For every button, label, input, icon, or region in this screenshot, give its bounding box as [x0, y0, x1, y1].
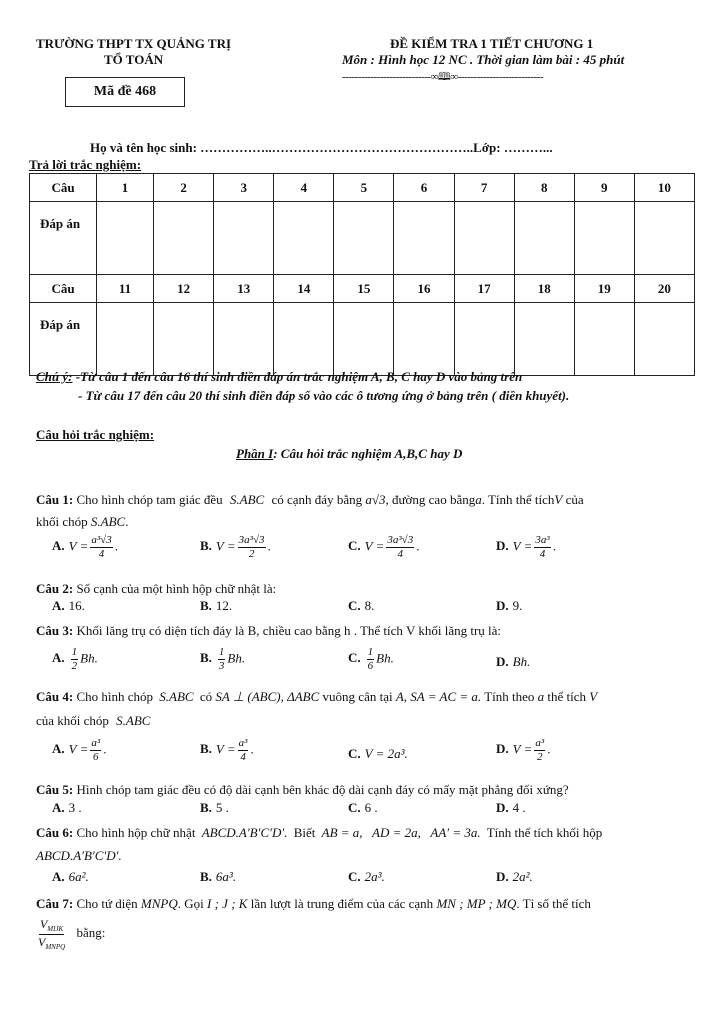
question-number: 19 — [574, 275, 634, 303]
question-number: 6 — [394, 174, 454, 202]
question-2-option-b[interactable] — [200, 598, 232, 614]
exam-code-box: Mã đề 468 — [65, 77, 185, 107]
option-letter: D. — [496, 800, 509, 815]
fraction-numerator: 1 — [71, 646, 78, 658]
row-label-question: Câu — [30, 275, 97, 303]
question-1-text: . Tính thể tích — [481, 492, 555, 507]
math-volume: V — [554, 492, 563, 507]
question-4-option-c[interactable] — [348, 746, 408, 762]
question-number: 3 — [214, 174, 274, 202]
question-4-text: của khối chóp — [36, 713, 109, 728]
answer-cell[interactable] — [334, 303, 394, 376]
question-7-text: . Tỉ số thể tích — [516, 896, 591, 911]
question-number: 2 — [154, 174, 214, 202]
math-condition: AB = a, AD = 2a, AA′ = 3a. — [321, 825, 481, 840]
ratio-numerator: V — [39, 917, 48, 931]
question-1-text: có cạnh đáy bằng — [271, 492, 363, 507]
question-1-line-2: khối chóp S.ABC. — [36, 514, 129, 529]
option-letter: C. — [348, 869, 361, 884]
option-letter: A. — [52, 869, 65, 884]
answer-cell[interactable] — [634, 202, 694, 275]
question-6-text: Cho hình hộp chữ nhật — [76, 825, 196, 840]
question-6-option-d[interactable] — [496, 869, 533, 885]
question-2-label: Câu 2: — [36, 581, 74, 596]
option-letter: B. — [200, 741, 212, 757]
answer-cell[interactable] — [334, 202, 394, 275]
math-sabc: S.ABC — [116, 713, 151, 728]
answer-cell[interactable] — [574, 303, 634, 376]
answer-cell[interactable] — [97, 303, 154, 376]
fraction-denominator: 2 — [537, 751, 543, 763]
header-divider: ----------------------------∞🕮∞--------------------------- — [342, 71, 544, 83]
option-letter: D. — [496, 654, 509, 669]
option-text: 4 . — [512, 800, 526, 815]
option-text: 3 . — [68, 800, 82, 815]
math-sabc: S.ABC — [90, 514, 126, 529]
math-v-prefix: V = — [512, 741, 533, 757]
question-1-label: Câu 1: — [36, 492, 74, 507]
question-5-option-c[interactable] — [348, 800, 378, 816]
option-text: Bh. — [80, 650, 98, 666]
ratio-denominator: V — [38, 935, 46, 949]
question-7-text: lần lượt là trung điểm của các cạnh — [250, 896, 434, 911]
answer-cell[interactable] — [214, 202, 274, 275]
math-condition: ΔABC — [287, 689, 320, 704]
answer-cell[interactable] — [274, 202, 334, 275]
option-letter: B. — [200, 650, 212, 666]
question-number: 5 — [334, 174, 394, 202]
question-3-label: Câu 3: — [36, 623, 74, 638]
school-name: TRƯỜNG THPT TX QUẢNG TRỊ — [36, 36, 232, 51]
math-v-prefix: V = — [68, 538, 89, 554]
option-letter: A. — [52, 650, 65, 666]
question-number: 1 — [97, 174, 154, 202]
answer-table-answer-row-2 — [30, 303, 695, 376]
option-letter: A. — [52, 598, 65, 613]
fraction-numerator: a³ — [238, 737, 248, 749]
option-text: 6 . — [364, 800, 378, 815]
answer-cell[interactable] — [394, 202, 454, 275]
option-text: 12. — [215, 598, 233, 613]
math-points: I ; J ; K — [207, 896, 248, 911]
question-5-text: Hình chóp tam giác đều có độ dài cạnh bên khác độ dài cạnh đáy có mấy mặt phẳng đối xứng? — [76, 782, 569, 797]
question-5-option-d[interactable] — [496, 800, 526, 816]
option-text: 9. — [512, 598, 523, 613]
question-3-line — [36, 620, 501, 641]
answer-section-title: Trả lời trắc nghiệm: — [29, 157, 142, 172]
question-7-label: Câu 7: — [36, 896, 74, 911]
math-volume: V — [589, 689, 598, 704]
question-1-text: của — [565, 492, 584, 507]
math-v-prefix: V = — [364, 538, 385, 554]
question-4-line-1 — [36, 686, 597, 707]
question-6-option-c[interactable] — [348, 869, 385, 885]
ratio-numerator-subscript: MIJK — [47, 925, 64, 933]
question-4-option-b[interactable]: B. V = $\frac{\text{a³}}{4}$ . — [200, 737, 254, 763]
note-line-1 — [36, 369, 522, 385]
math-tetrahedron: MNPQ — [140, 896, 178, 911]
question-6-text: Biết — [293, 825, 316, 840]
question-4-text: Cho hình chóp — [76, 689, 154, 704]
question-4-text: vuông cân tại — [322, 689, 393, 704]
question-number: 11 — [97, 275, 154, 303]
answer-cell[interactable] — [214, 303, 274, 376]
math-v-prefix: V = — [68, 741, 89, 757]
answer-table-header-row-1 — [30, 174, 695, 202]
part-title — [236, 446, 462, 462]
question-number: 17 — [454, 275, 514, 303]
option-text: 2a³. — [364, 869, 385, 884]
answer-cell[interactable] — [274, 303, 334, 376]
fraction-denominator: 3 — [218, 660, 225, 672]
math-v-prefix: V = — [215, 741, 236, 757]
question-3-option-d[interactable] — [496, 654, 530, 670]
fraction-denominator: 6 — [93, 751, 99, 763]
question-number: 10 — [634, 174, 694, 202]
option-letter: D. — [496, 538, 509, 554]
question-1-text: khối chóp — [36, 514, 88, 529]
question-2-line — [36, 578, 276, 599]
department-name: TỔ TOÁN — [104, 52, 164, 67]
answer-cell[interactable] — [454, 202, 514, 275]
question-number: 9 — [574, 174, 634, 202]
question-4-option-d[interactable]: D. V = $\frac{\text{a³}}{2}$ . — [496, 737, 551, 763]
question-5-option-a[interactable] — [52, 800, 82, 816]
question-5-option-b[interactable] — [200, 800, 229, 816]
question-6-label: Câu 6: — [36, 825, 74, 840]
question-number: 18 — [514, 275, 574, 303]
question-6-option-b[interactable] — [200, 869, 236, 885]
option-letter: C. — [348, 598, 361, 613]
fraction-denominator: 4 — [98, 548, 105, 560]
option-letter: C. — [348, 746, 361, 761]
question-number: 12 — [154, 275, 214, 303]
question-1-text: Cho hình chóp tam giác đều — [76, 492, 223, 507]
question-3-option-b[interactable] — [200, 647, 245, 672]
question-number: 20 — [634, 275, 694, 303]
question-2-text: Số cạnh của một hình hộp chữ nhật là: — [76, 581, 277, 596]
answer-cell[interactable] — [514, 303, 574, 376]
note-text-1: -Từ câu 1 đến câu 16 thí sinh điền đáp án trắc nghiệm A, B, C hay D vào bảng trên — [75, 369, 523, 384]
answer-cell[interactable] — [154, 202, 214, 275]
ratio-denominator-subscript: MNPQ — [45, 943, 66, 951]
question-6-text: Tính thể tích khối hộp — [486, 825, 603, 840]
math-sabc: S.ABC — [159, 689, 194, 704]
math-v-prefix: V = — [512, 538, 533, 554]
question-7-text: Cho tứ diện — [76, 896, 138, 911]
fraction-denominator: 2 — [71, 660, 78, 672]
question-number: 13 — [214, 275, 274, 303]
option-text: 5 . — [215, 800, 229, 815]
option-letter: B. — [200, 598, 212, 613]
answer-table-header-row-2 — [30, 275, 695, 303]
question-number: 7 — [454, 174, 514, 202]
option-letter: C. — [348, 800, 361, 815]
option-letter: A. — [52, 741, 65, 757]
question-4-line-2 — [36, 710, 150, 731]
question-number: 14 — [274, 275, 334, 303]
row-label-question: Câu — [30, 174, 97, 202]
question-1-option-b[interactable]: B. V = $\frac{\text{3a³√3}}{2}$ . — [200, 534, 271, 560]
question-4-option-a[interactable]: A. V = $\frac{\text{a³}}{6}$ . — [52, 737, 107, 763]
math-edges: MN ; MP ; MQ — [436, 896, 517, 911]
questions-title: Câu hỏi trắc nghiệm: — [36, 427, 155, 442]
math-condition: SA = AC = a. — [410, 689, 482, 704]
option-text: 8. — [364, 598, 375, 613]
fraction-numerator: a³√3 — [91, 534, 112, 546]
option-text: 6a². — [68, 869, 89, 884]
fraction-numerator: 3a³√3 — [387, 534, 414, 546]
question-1-line-1 — [36, 489, 692, 510]
question-4-label: Câu 4: — [36, 689, 74, 704]
fraction-denominator: 4 — [240, 751, 246, 763]
option-text: Bh. — [512, 654, 531, 669]
question-1-option-d[interactable]: D. V = $\frac{\text{3a³}}{4}$ . — [496, 534, 556, 560]
answer-table-answer-row-1 — [30, 202, 695, 275]
exam-title: ĐỀ KIỂM TRA 1 TIẾT CHƯƠNG 1 — [390, 36, 594, 51]
question-7-text: bằng: — [76, 925, 106, 941]
option-text: Bh. — [227, 650, 246, 666]
fraction-denominator: 4 — [397, 548, 404, 560]
question-7-line-1 — [36, 893, 591, 914]
option-letter: A. — [52, 800, 65, 815]
row-label-answer: Đáp án — [30, 303, 97, 376]
answer-cell[interactable] — [634, 303, 694, 376]
option-letter: C. — [348, 538, 361, 554]
option-text: 16. — [68, 598, 85, 613]
math-height: a — [475, 492, 482, 507]
fraction-denominator: 4 — [539, 548, 546, 560]
option-letter: A. — [52, 538, 65, 554]
question-5-line — [36, 779, 569, 800]
math-side: a√3 — [365, 492, 386, 507]
answer-cell[interactable] — [97, 202, 154, 275]
fraction-denominator: 6 — [367, 660, 374, 672]
fraction-numerator: a³ — [535, 737, 545, 749]
question-4-text: có — [199, 689, 213, 704]
option-text: Bh. — [376, 650, 394, 666]
note-line-2: - Từ câu 17 đến câu 20 thí sinh điền đáp số vào các ô tương ứng ở bảng trên ( điền khuyết). — [78, 388, 570, 403]
answer-cell[interactable] — [454, 303, 514, 376]
question-6-option-a[interactable] — [52, 869, 89, 885]
question-5-label: Câu 5: — [36, 782, 74, 797]
option-letter: C. — [348, 650, 361, 666]
option-letter: D. — [496, 598, 509, 613]
question-1-text: , đường cao bằng — [385, 492, 476, 507]
math-point: A, — [395, 689, 408, 704]
note-label: Chú ý: — [36, 369, 73, 384]
fraction-numerator: 3a³ — [535, 534, 550, 546]
fraction-denominator: 2 — [248, 548, 255, 560]
question-7-ratio — [36, 918, 105, 951]
question-4-text: thể tích — [547, 689, 587, 704]
math-box-name: ABCD.A′B′C′D′. — [201, 825, 288, 840]
question-6-line-1 — [36, 822, 602, 843]
question-4-text: Tính theo — [484, 689, 535, 704]
part-title-prefix: Phần I — [236, 446, 274, 461]
fraction-numerator: 1 — [367, 646, 374, 658]
answer-cell[interactable] — [154, 303, 214, 376]
question-2-option-a[interactable] — [52, 598, 85, 614]
option-text: V = 2a³. — [364, 746, 408, 761]
student-info-line: Họ và tên học sinh: ……………..………………………………………..Lớp: ………... — [90, 140, 553, 155]
option-letter: B. — [200, 869, 212, 884]
question-2-option-d[interactable] — [496, 598, 522, 614]
answer-cell[interactable] — [574, 202, 634, 275]
fraction-numerator: a³ — [91, 737, 101, 749]
answer-table — [29, 173, 695, 376]
math-sabc: S.ABC — [229, 492, 265, 507]
math-v-prefix: V = — [215, 538, 236, 554]
question-1-option-c[interactable]: C. V = $\frac{\text{3a³√3}}{4}$ . — [348, 534, 420, 560]
question-2-option-c[interactable] — [348, 598, 374, 614]
answer-cell[interactable] — [514, 202, 574, 275]
question-3-option-c[interactable] — [348, 647, 394, 672]
question-7-text: . Gọi — [177, 896, 204, 911]
fraction-numerator: 3a³√3 — [238, 534, 265, 546]
question-number: 8 — [514, 174, 574, 202]
exam-subject: Môn : Hình học 12 NC . Thời gian làm bài : 45 phút — [342, 52, 625, 67]
fraction-numerator: 1 — [218, 646, 225, 658]
question-3-option-a[interactable] — [52, 647, 98, 672]
math-condition: SA ⊥ (ABC), — [215, 689, 284, 704]
option-text: 2a². — [512, 869, 533, 884]
question-number: 16 — [394, 275, 454, 303]
option-letter: D. — [496, 741, 509, 757]
question-1-option-a[interactable]: A. V = $\frac{\text{a³√3}}{4}$ . — [52, 534, 118, 560]
option-letter: D. — [496, 869, 509, 884]
answer-cell[interactable] — [394, 303, 454, 376]
question-number: 4 — [274, 174, 334, 202]
question-6-line-2: ABCD.A′B′C′D′. — [36, 848, 122, 863]
part-title-rest: : Câu hỏi trắc nghiệm A,B,C hay D — [273, 446, 463, 461]
option-letter: B. — [200, 800, 212, 815]
volume-ratio-fraction — [38, 918, 65, 951]
math-variable: a — [537, 689, 545, 704]
row-label-answer: Đáp án — [30, 202, 97, 275]
option-letter: B. — [200, 538, 212, 554]
question-number: 15 — [334, 275, 394, 303]
option-text: 6a³. — [215, 869, 237, 884]
question-3-text: Khối lăng trụ có diện tích đáy là B, chiều cao bằng h . Thể tích V khối lăng trụ là: — [76, 623, 502, 638]
